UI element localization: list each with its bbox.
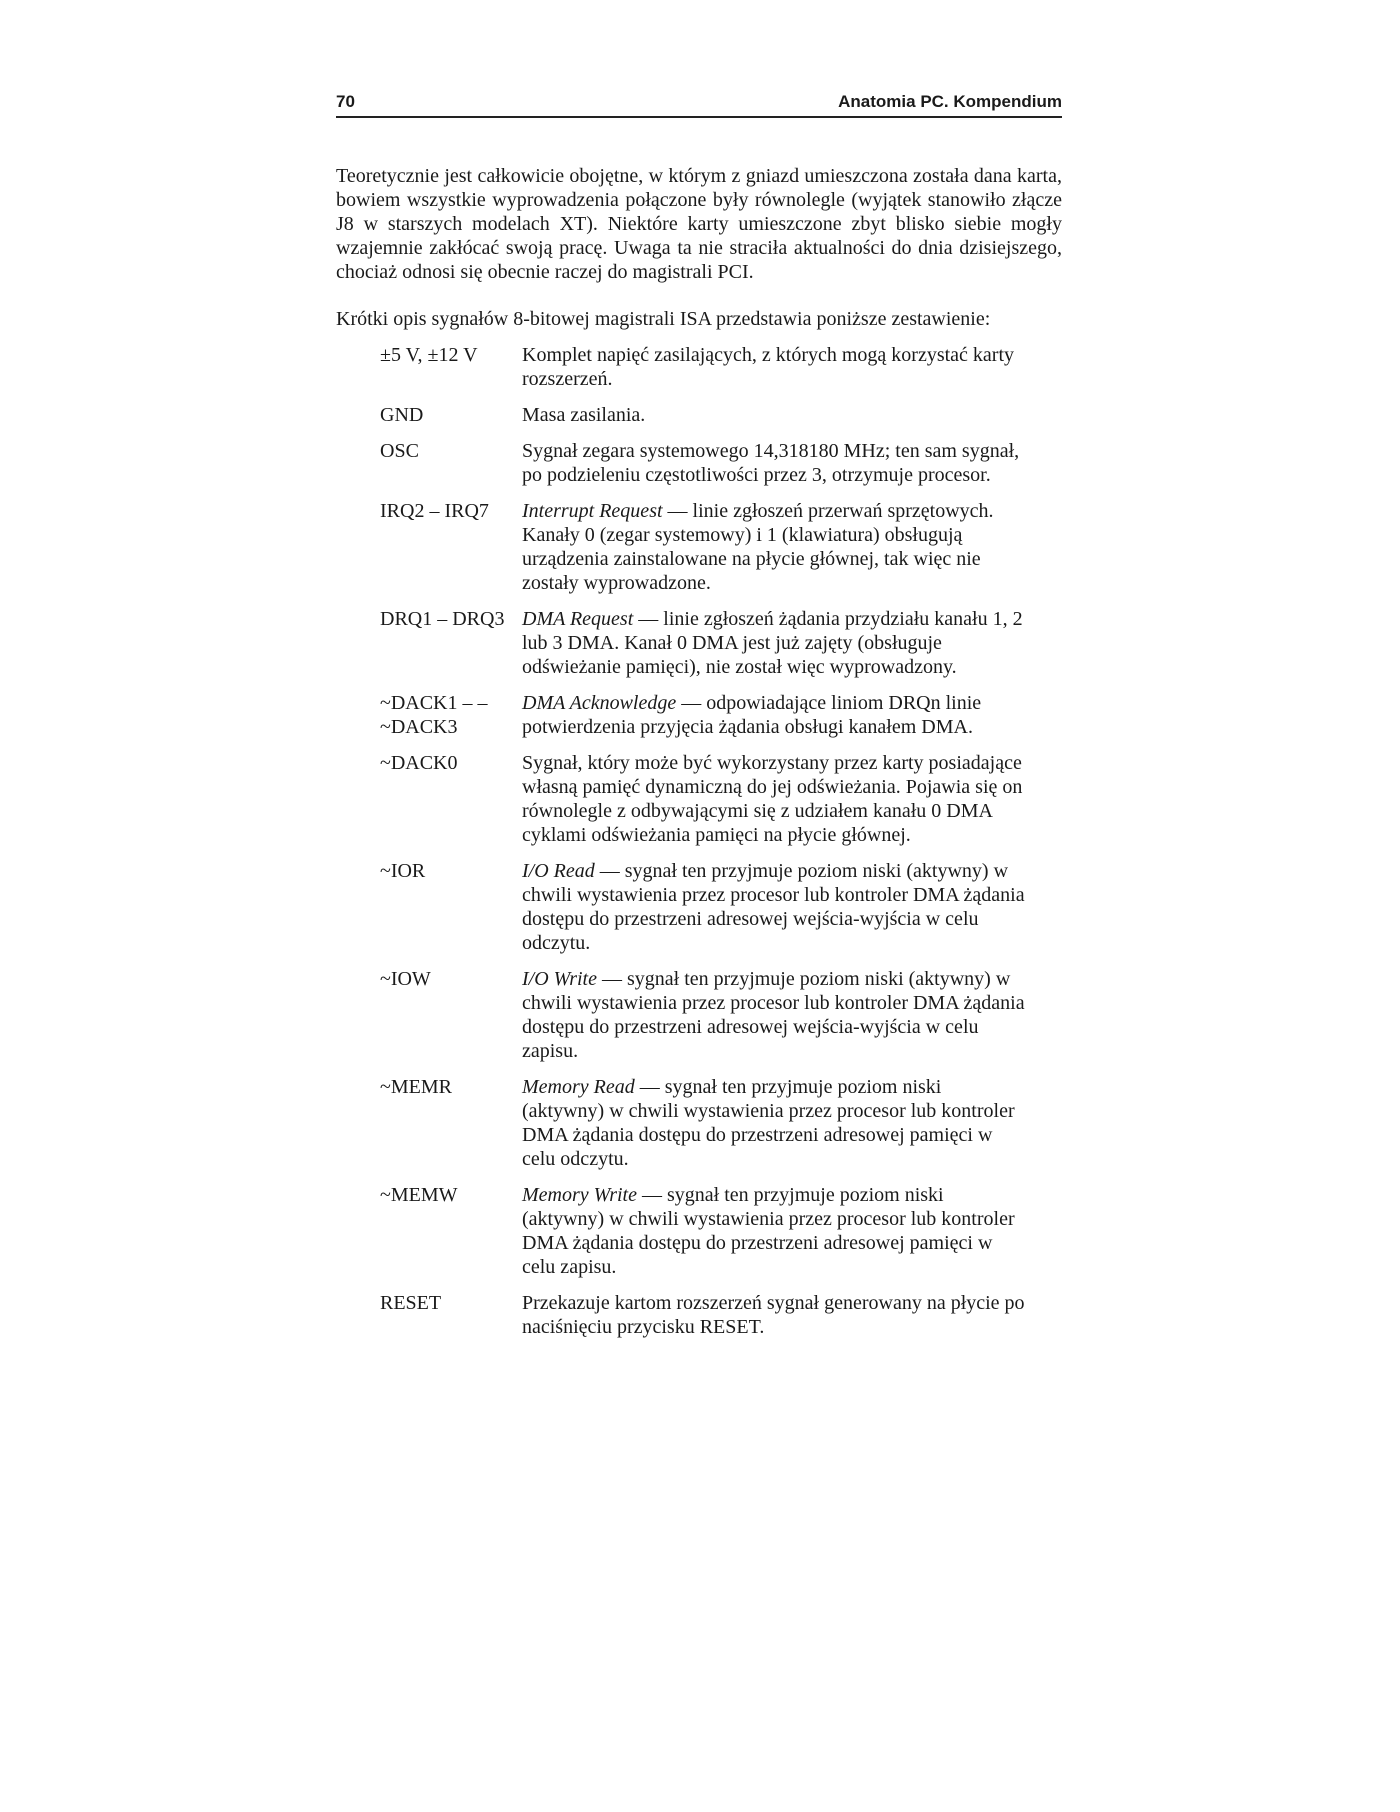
signal-row [380,1075,1026,1171]
signal-row [380,403,1026,427]
signal-row [380,859,1026,955]
signal-name: ~DACK1 – – ~DACK3 [380,692,488,738]
signal-description [522,499,1026,595]
signal-desc-text: — sygnał ten przyjmuje poziom niski (aktywny) w chwili wystawienia przez procesor lub kontroler DMA żądania dostępu do przestrzeni adresowej wejścia-wyjścia w celu zapisu. [522,968,1025,1062]
signal-desc-text: — sygnał ten przyjmuje poziom niski (aktywny) w chwili wystawienia przez procesor lub kontroler DMA żądania dostępu do przestrzeni adresowej pamięci w celu zapisu. [522,1184,1015,1278]
page-number: 70 [336,92,355,111]
signal-name: ±5 V, ±12 V [380,344,478,366]
signal-term: Memory Read [522,1076,635,1098]
signal-description [522,691,1026,739]
signal-row [380,691,1026,739]
signal-desc-text: Masa zasilania. [522,404,646,426]
signal-row [380,967,1026,1063]
signal-desc-text: Sygnał zegara systemowego 14,318180 MHz; ten sam sygnał, po podzieleniu częstotliwości przez 3, otrzymuje procesor. [522,440,1020,486]
list-intro-paragraph: Krótki opis sygnałów 8-bitowej magistrali ISA przedstawia poniższe zestawienie: [336,308,991,330]
signal-row [380,751,1026,847]
signal-name: OSC [380,440,419,462]
signal-desc-text: — sygnał ten przyjmuje poziom niski (aktywny) w chwili wystawienia przez procesor lub kontroler DMA żądania dostępu do przestrzeni adresowej wejścia-wyjścia w celu odczytu. [522,860,1025,954]
signal-row [380,1291,1026,1339]
running-header [336,92,1062,118]
signal-desc-text: — sygnał ten przyjmuje poziom niski (aktywny) w chwili wystawienia przez procesor lub kontroler DMA żądania dostępu do przestrzeni adresowej pamięci w celu odczytu. [522,1076,1015,1170]
signal-row [380,439,1026,487]
signal-row [380,1183,1026,1279]
signal-name: ~MEMW [380,1184,458,1206]
document-page [336,92,1062,1351]
signal-desc-text: — odpowiadające liniom DRQn linie potwierdzenia przyjęcia żądania obsługi kanałem DMA. [522,692,982,738]
signal-description [522,403,1026,427]
signal-description [522,751,1026,847]
signal-row [380,607,1026,679]
signal-description [522,967,1026,1063]
signal-desc-text: — linie zgłoszeń żądania przydziału kanału 1, 2 lub 3 DMA. Kanał 0 DMA jest już zajęty (obsługuje odświeżanie pamięci), nie został więc wyprowadzony. [522,608,1023,678]
signal-description [522,1291,1026,1339]
signal-term: DMA Request [522,608,634,630]
signal-description [522,1075,1026,1171]
signal-name: ~DACK0 [380,752,458,774]
signal-name: ~IOR [380,860,426,882]
signal-desc-text: — linie zgłoszeń przerwań sprzętowych. Kanały 0 (zegar systemowy) i 1 (klawiatura) obsługują urządzenia zainstalowane na płycie głównej, tak więc nie zostały wyprowadzone. [522,500,994,594]
signal-name: ~IOW [380,968,431,990]
signal-term: Memory Write [522,1184,637,1206]
signal-list [380,343,1026,1339]
signal-row [380,499,1026,595]
signal-description [522,1183,1026,1279]
signal-description [522,439,1026,487]
book-title: Anatomia PC. Kompendium [838,92,1062,111]
signal-desc-text: Komplet napięć zasilających, z których mogą korzystać karty rozszerzeń. [522,344,1015,390]
signal-term: DMA Acknowledge [522,692,677,714]
signal-term: Interrupt Request [522,500,663,522]
signal-name: ~MEMR [380,1076,452,1098]
signal-name: DRQ1 – DRQ3 [380,608,505,630]
signal-desc-text: Przekazuje kartom rozszerzeń sygnał generowany na płycie po naciśnięciu przycisku RESET. [522,1292,1025,1338]
signal-name: IRQ2 – IRQ7 [380,500,489,522]
signal-term: I/O Write [522,968,597,990]
signal-name: RESET [380,1292,442,1314]
intro-paragraph: Teoretycznie jest całkowicie obojętne, w którym z gniazd umieszczona została dana karta, bowiem wszystkie wyprowadzenia połączone były równolegle (wyjątek stanowiło złącze J8 w starszych modelach XT). Niektóre karty umieszczone zbyt blisko siebie mogły wzajemnie zakłócać swoją pracę. Uwaga ta nie straciła aktualności do dnia dzisiejszego, chociaż odnosi się obecnie raczej do magistrali PCI. [336,165,1062,283]
signal-term: I/O Read [522,860,595,882]
signal-row [380,343,1026,391]
signal-description [522,343,1026,391]
signal-desc-text: Sygnał, który może być wykorzystany przez karty posiadające własną pamięć dynamiczną do jej odświeżania. Pojawia się on równolegle z odbywającymi się z udziałem kanału 0 DMA cyklami odświeżania pamięci na płycie głównej. [522,752,1023,846]
signal-description [522,859,1026,955]
signal-name: GND [380,404,424,426]
signal-description [522,607,1026,679]
